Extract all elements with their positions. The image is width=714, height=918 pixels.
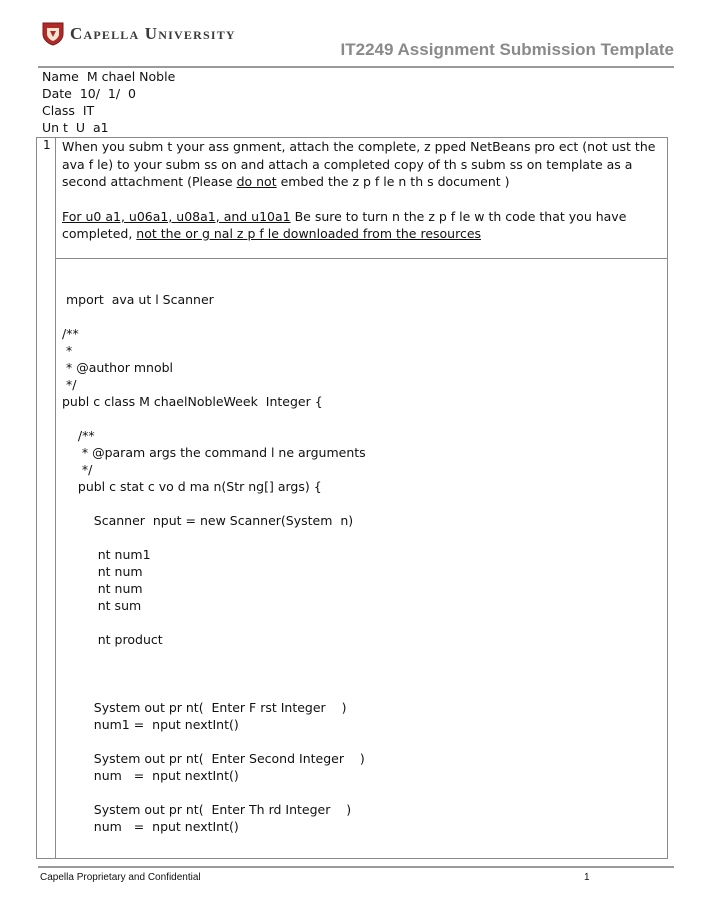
table-divider [55, 258, 667, 259]
code-line: publ c stat c vo d ma n(Str ng[] args) { [62, 479, 322, 494]
footer-confidential: Capella Proprietary and Confidential [40, 872, 201, 883]
code-line: /** [62, 428, 95, 443]
instructions-paragraph-1: When you subm t your ass gnment, attach the complete, z pped NetBeans pro ect (not ust the ava f le) to your subm ss on and attach a completed copy of th s subm ss on template as a second attachment (Please do not embed the z p f le n th s document ) [62, 139, 656, 189]
code-line: System out pr nt( Enter Th rd Integer ) [62, 802, 352, 817]
logo-text: Capella University [70, 24, 236, 43]
document-title: IT2249 Assignment Submission Template [340, 40, 674, 59]
do-not-emphasis: do not [236, 174, 277, 189]
code-line: * [62, 343, 73, 358]
code-line: num = nput nextInt() [62, 819, 239, 834]
code-line: num1 = nput nextInt() [62, 717, 239, 732]
shield-icon [42, 22, 64, 46]
code-line: /** [62, 326, 79, 341]
code-block [62, 291, 366, 835]
code-line [62, 648, 366, 665]
unit-line: Un t U a1 [42, 120, 109, 135]
code-line [62, 682, 366, 699]
date-line: Date 10/ 1/ 0 [42, 86, 136, 101]
code-line [62, 495, 366, 512]
footer-rule [38, 866, 674, 868]
submission-table [36, 137, 668, 859]
code-line: System out pr nt( Enter F rst Integer ) [62, 700, 347, 715]
code-line: System out pr nt( Enter Second Integer ) [62, 751, 365, 766]
code-line: mport ava ut l Scanner [62, 292, 214, 307]
units-emphasis: For u0 a1, u06a1, u08a1, and u10a1 [62, 208, 291, 224]
page-number: 1 [584, 872, 590, 883]
code-line: nt product [62, 632, 163, 647]
code-line [62, 784, 366, 801]
instructions [62, 138, 662, 243]
student-info [42, 68, 175, 136]
code-line: */ [62, 462, 93, 477]
item-number-column [37, 138, 56, 858]
item-number: 1 [43, 138, 51, 152]
name-line: Name M chael Noble [42, 69, 176, 84]
code-line [62, 410, 366, 427]
code-line: * @author mnobl [62, 360, 174, 375]
code-line: num = nput nextInt() [62, 768, 239, 783]
code-line: nt num1 [62, 547, 151, 562]
code-line: Scanner nput = new Scanner(System n) [62, 513, 354, 528]
code-line: */ [62, 377, 77, 392]
code-line [62, 529, 366, 546]
class-line: Class IT [42, 103, 95, 118]
code-line [62, 733, 366, 750]
code-line: nt sum [62, 598, 142, 613]
code-line: publ c class M chaelNobleWeek Integer { [62, 394, 323, 409]
code-line [62, 614, 366, 631]
capella-logo [42, 22, 236, 46]
code-line [62, 308, 366, 325]
code-line: * @param args the command l ne arguments [62, 445, 366, 460]
instructions-paragraph-2: For u0 a1, u06a1, u08a1, and u10a1 Be sure to turn n the z p f le w th code that you have completed, not the or g nal z p f le downloaded from the resources [62, 208, 627, 241]
code-line: nt num [62, 564, 143, 579]
code-line [62, 665, 366, 682]
code-line: nt num [62, 581, 143, 596]
original-zip-emphasis: not the or g nal z p f le downloaded from the resources [136, 226, 482, 241]
